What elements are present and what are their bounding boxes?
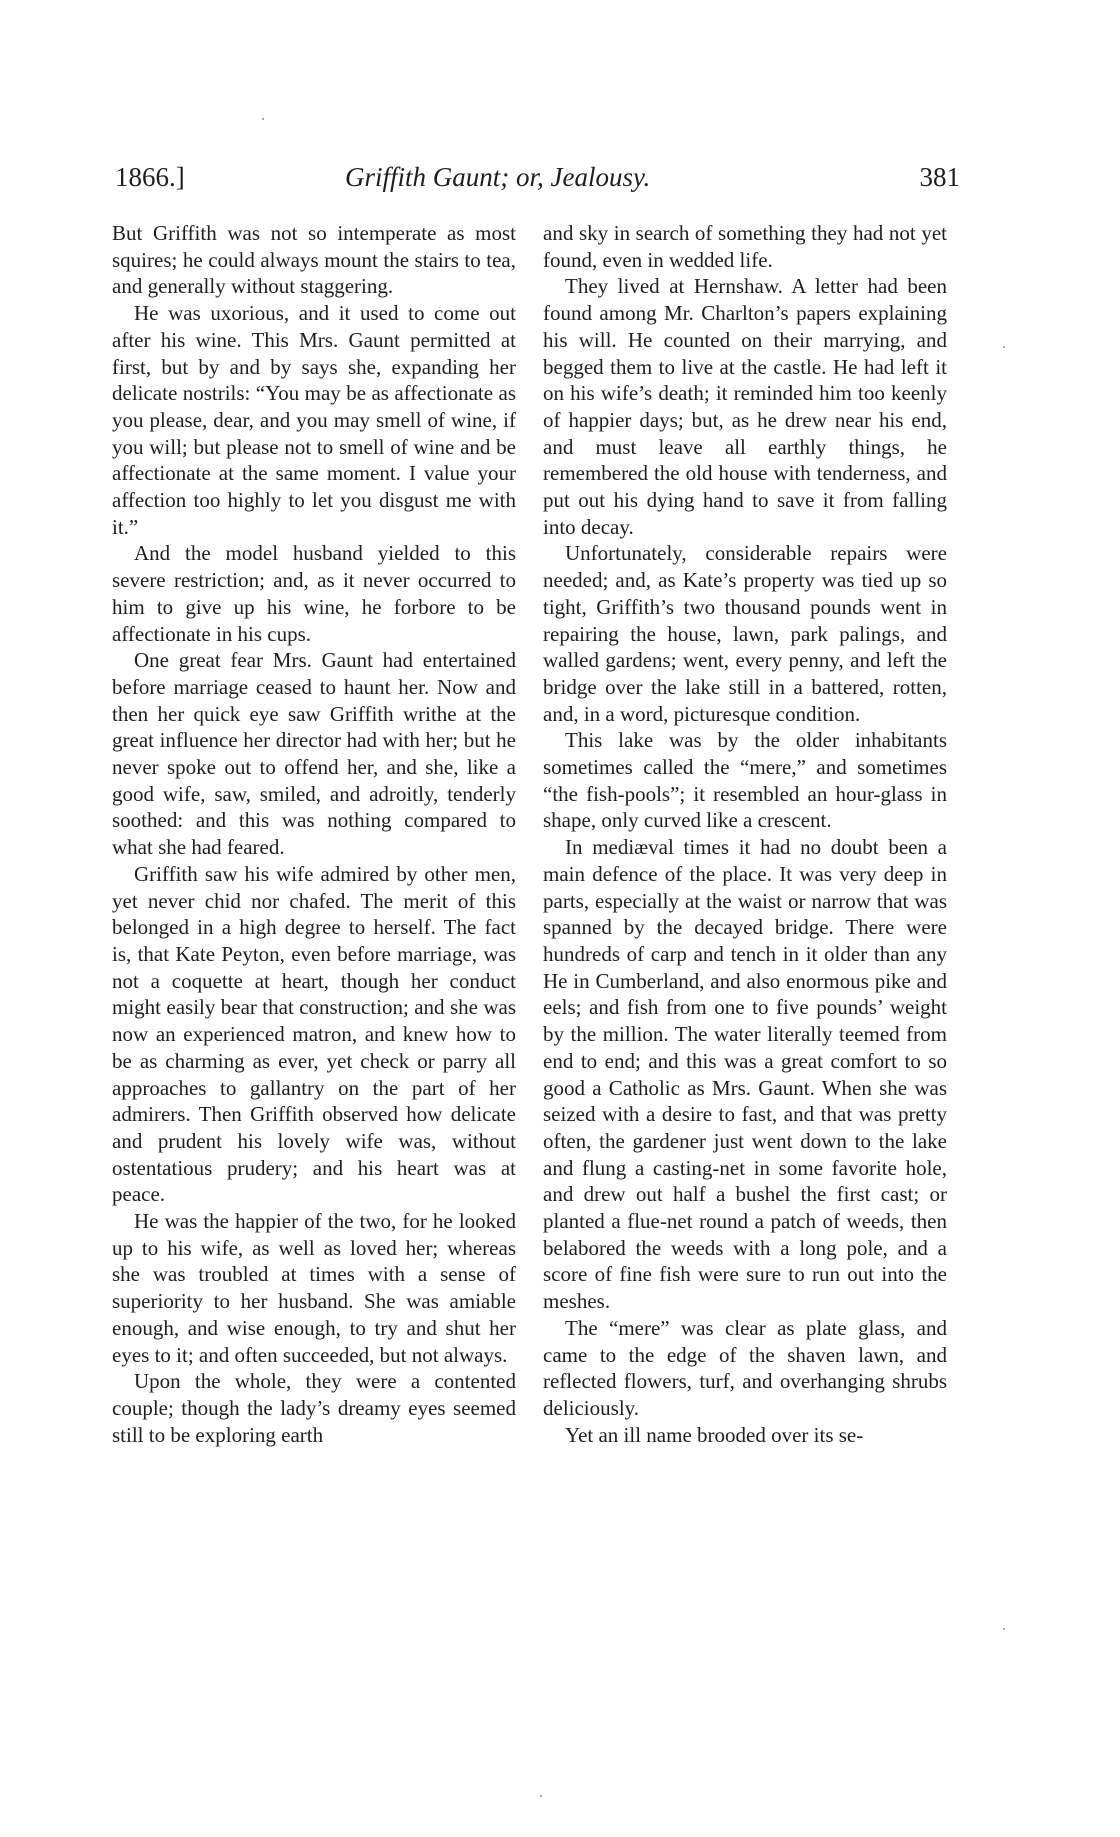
left-column xyxy=(112,220,516,1448)
paragraph: He was the happier of the two, for he looked up to his wife, as well as loved her; whereas she was troubled at times with a sense of superiority to her husband. She was amiable enough, and wise enough, to try and shut her eyes to it; and often succeeded, but not always. xyxy=(112,1209,516,1367)
paper-speck xyxy=(1003,1628,1005,1630)
paragraph: and sky in search of something they had not yet found, even in wedded life. xyxy=(543,221,947,272)
paragraph: They lived at Hernshaw. A letter had been found among Mr. Charlton’s papers explaining his will. He counted on their marrying, and begged them to live at the castle. He had left it on his wife’s death; it reminded him too keenly of happier days; but, as he drew near his end, and must leave all earthly things, he remembered the old house with tenderness, and put out his dying hand to save it from falling into decay. xyxy=(543,274,947,539)
right-column xyxy=(543,220,947,1448)
header-year: 1866.] xyxy=(115,162,185,192)
paragraph: Yet an ill name brooded over its se- xyxy=(565,1422,864,1447)
paragraph: In mediæval times it had no doubt been a main defence of the place. It was very deep in parts, especially at the waist or narrow that was spanned by the decayed bridge. There were hundreds of carp and tench in it older than any He in Cumberland, and also enormous pike and eels; and fish from one to five pounds’ weight by the million. The water literally teemed from end to end; and this was a great comfort to so good a Catholic as Mrs. Gaunt. When she was seized with a desire to fast, and that was pretty often, the gardener just went down to the lake and flung a casting-net in some favorite hole, and drew out half a bushel the first cast; or planted a flue-net round a patch of weeds, then belabored the weeds with a long pole, and a score of fine fish were sure to run out into the meshes. xyxy=(543,835,947,1314)
paper-speck xyxy=(262,118,264,120)
header-title: Griffith Gaunt; or, Jealousy. xyxy=(345,162,651,192)
paragraph: Griffith saw his wife admired by other men, yet never chid nor chafed. The merit of this belonged in a high degree to herself. The fact is, that Kate Peyton, even before marriage, was not a coquette at heart, though her conduct might easily bear that construction; and she was now an experienced matron, and knew how to be as charming as ever, yet check or parry all approaches to gallantry on the part of her admirers. Then Griffith observed how delicate and prudent his lovely wife was, without ostentatious prudery; and his heart was at peace. xyxy=(112,861,516,1207)
paragraph: This lake was by the older inhabitants sometimes called the “mere,” and sometimes “the fish-pools”; it resembled an hour-glass in shape, only curved like a crescent. xyxy=(543,728,947,833)
running-header xyxy=(115,162,960,202)
paragraph: But Griffith was not so intemperate as most squires; he could always mount the stairs to tea, and generally without staggering. xyxy=(112,221,516,299)
paragraph: He was uxorious, and it used to come out after his wine. This Mrs. Gaunt permitted at first, but by and by says she, expanding her delicate nostrils: “You may be as affectionate as you please, dear, and you may smell of wine, if you will; but please not to smell of wine and be affectionate at the same moment. I value your affection too highly to let you disgust me with it.” xyxy=(112,301,516,539)
paper-speck xyxy=(540,1795,542,1797)
paragraph: Upon the whole, they were a contented couple; though the lady’s dreamy eyes seemed still to be exploring earth xyxy=(112,1369,516,1447)
paragraph: And the model husband yielded to this severe restriction; and, as it never occurred to him to give up his wine, he forbore to be affectionate in his cups. xyxy=(112,541,516,646)
paper-speck xyxy=(1003,346,1005,348)
paragraph: The “mere” was clear as plate glass, and came to the edge of the shaven lawn, and reflected flowers, turf, and overhanging shrubs deliciously. xyxy=(543,1315,947,1420)
paragraph: One great fear Mrs. Gaunt had entertained before marriage ceased to haunt her. Now and then her quick eye saw Griffith writhe at the great influence her director had with her; but he never spoke out to offend her, and she, like a good wife, saw, smiled, and adroitly, tenderly soothed: and this was nothing compared to what she had feared. xyxy=(112,648,516,860)
page-number: 381 xyxy=(919,162,960,192)
paragraph: Unfortunately, considerable repairs were needed; and, as Kate’s property was tied up so tight, Griffith’s two thousand pounds went in repairing the house, lawn, park palings, and walled gardens; went, every penny, and left the bridge over the lake still in a battered, rotten, and, in a word, picturesque condition. xyxy=(543,541,947,726)
